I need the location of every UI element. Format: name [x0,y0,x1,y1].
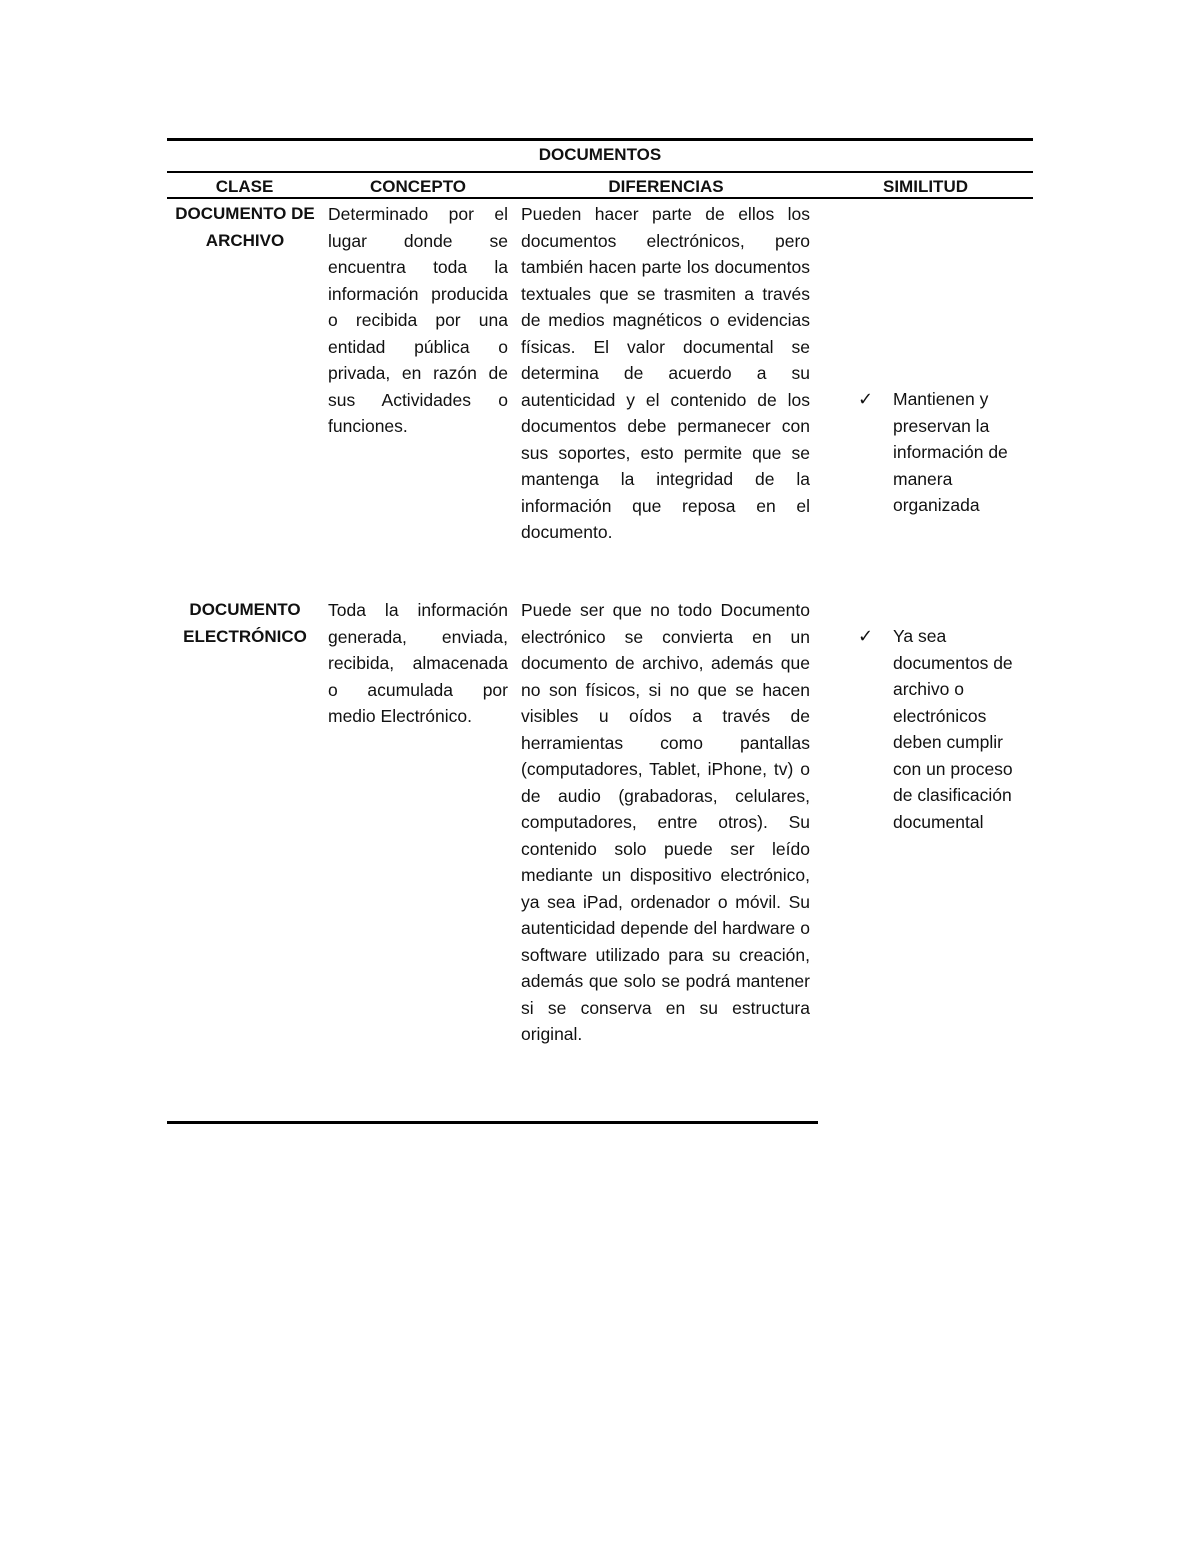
checkmark-icon: ✓ [858,626,874,646]
table-bottom-rule [167,1121,818,1124]
title-divider-rule [167,171,1033,173]
table-top-rule [167,138,1033,141]
column-header-clase: CLASE [215,177,274,196]
checkmark-icon: ✓ [858,389,874,409]
column-header-concepto: CONCEPTO [369,177,467,196]
row-electronico-diferencias: Puede ser que no todo Documento electrónico se convierta en un documento de archivo, además que no son físicos, si no que se hacen visibles u oídos a través de herramientas como pantallas (computadores, Tablet, iPhone, tv) o de audio (grabadoras, celulares, computadores, entre otros). Su contenido solo puede ser leído mediante un dispositivo electrónico, ya sea iPad, ordenador o móvil. Su autenticidad depende del hardware o software utilizado para su creación, además que solo se podrá mantener si se conserva en su estructura original. [521,600,810,1044]
table-title: DOCUMENTOS [538,145,662,164]
row-electronico-concepto: Toda la información generada, enviada, recibida, almacenada o acumulada por medio Electrónico. [328,600,508,726]
column-header-diferencias: DIFERENCIAS [608,177,724,196]
row-archivo-similitud-text: Mantienen y preservan la información de manera organizada [893,389,1008,515]
row-archivo-concepto: Determinado por el lugar donde se encuentra toda la información producida o recibida por una entidad pública o privada, en razón de sus Actividades o funciones. [328,204,508,436]
row-electronico-similitud-text: Ya sea documentos de archivo o electrónicos deben cumplir con un proceso de clasificación documental [893,626,1013,832]
row-archivo-clase: DOCUMENTO DE ARCHIVO [175,204,315,250]
row-electronico-clase: DOCUMENTO ELECTRÓNICO [183,600,307,646]
column-header-similitud: SIMILITUD [883,177,968,196]
header-divider-rule [167,197,1033,199]
row-archivo-diferencias: Pueden hacer parte de ellos los documentos electrónicos, pero también hacen parte los documentos textuales que se trasmiten a través de medios magnéticos o evidencias físicas. El valor documental se determina de acuerdo a su autenticidad y el contenido de los documentos debe permanecer con sus soportes, esto permite que se mantenga la integridad de la información que reposa en el documento. [521,204,810,542]
